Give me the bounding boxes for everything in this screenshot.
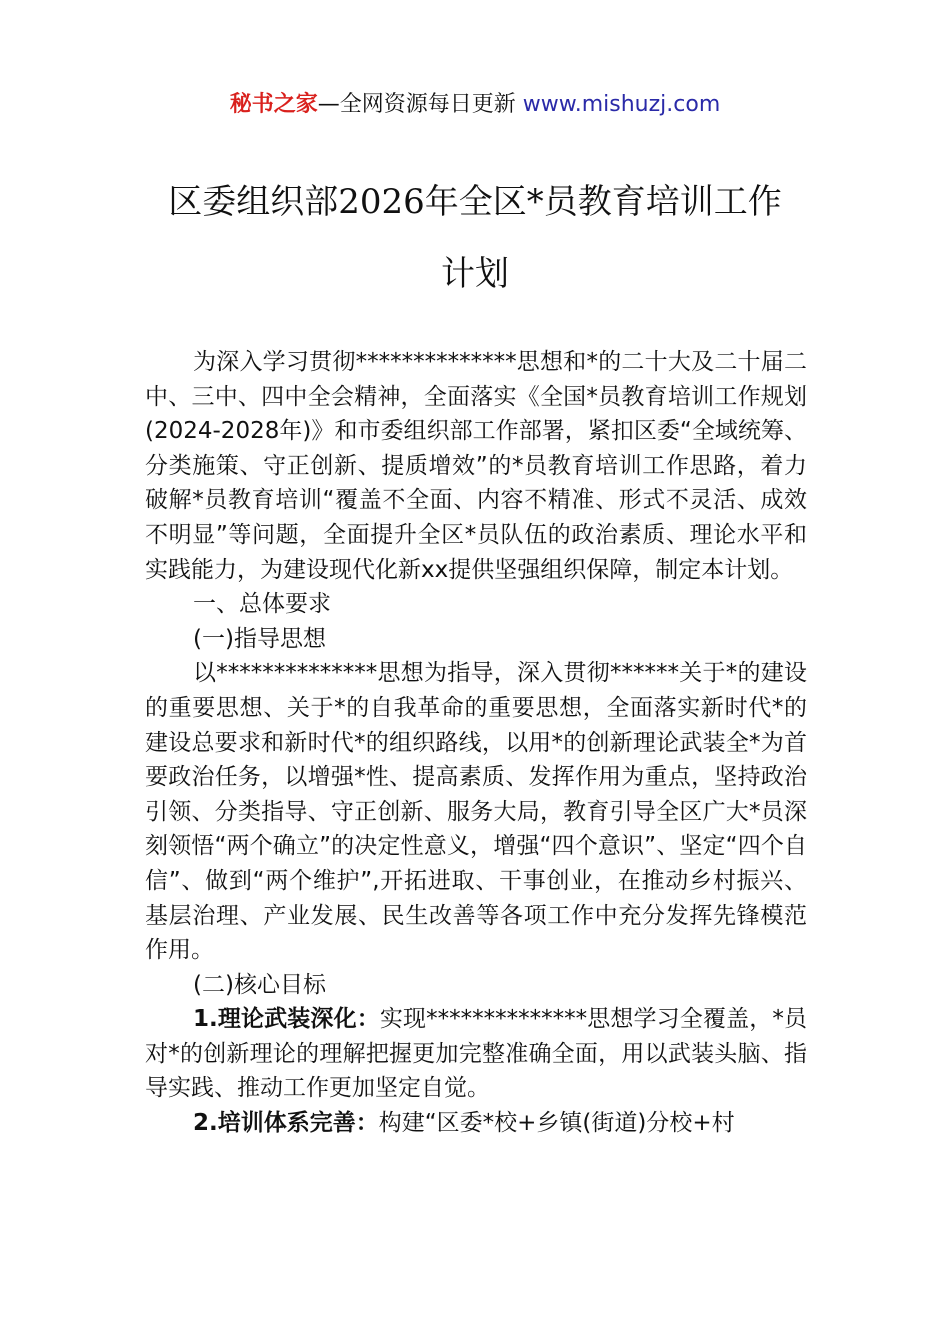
- header-tagline: —全网资源每日更新: [317, 92, 523, 117]
- goal-text: 实现**************思想学习全覆盖，*员对*的创新理论的理解把握更加完整准确全面，用以武装头脑、指导实践、推动工作更加坚定自觉。: [145, 1006, 807, 1102]
- goal-label: 1.理论武装深化：: [193, 1006, 380, 1033]
- section-heading-general-requirements: 一、总体要求: [193, 591, 331, 618]
- document-body: [145, 345, 807, 1141]
- document-title: [120, 180, 830, 294]
- goal-item: [145, 1106, 807, 1141]
- intro-paragraph: 为深入学习贯彻**************思想和*的二十大及二十届二中、三中、四中全会精神，全面落实《全国*员教育培训工作规划(2024-2028年)》和市委组织部工作部署，紧扣区委“全域统筹、分类施策、守正创新、提质增效”的*员教育培训工作思路，着力破解*员教育培训“覆盖不全面、内容不精准、形式不灵活、成效不明显”等问题，全面提升全区*员队伍的政治素质、理论水平和实践能力，为建设现代化新xx提供坚强组织保障，制定本计划。: [145, 349, 807, 583]
- goal-item: [145, 1002, 807, 1106]
- site-header: [0, 90, 950, 120]
- site-url-link[interactable]: www.mishuzj.com: [522, 92, 721, 117]
- brand-name: 秘书之家: [229, 92, 318, 117]
- goal-text: 构建“区委*校+乡镇(街道)分校+村: [378, 1110, 735, 1137]
- guiding-ideology-paragraph: 以**************思想为指导，深入贯彻******关于*的建设的重要思想、关于*的自我革命的重要思想，全面落实新时代*的建设总要求和新时代*的组织路线，以用*的创新理论武装全*为首要政治任务，以增强*性、提高素质、发挥作用为重点，坚持政治引领、分类指导、守正创新、服务大局，教育引导全区广大*员深刻领悟“两个确立”的决定性意义，增强“四个意识”、坚定“四个自信”、做到“两个维护”,开拓进取、干事创业，在推动乡村振兴、基层治理、产业发展、民生改善等各项工作中充分发挥先锋模范作用。: [145, 660, 807, 964]
- goal-label: 2.培训体系完善：: [193, 1110, 379, 1137]
- subsection-heading-core-goals: (二)核心目标: [193, 971, 326, 998]
- subsection-heading-guiding-ideology: (一)指导思想: [193, 625, 326, 652]
- title-line-1: 区委组织部2026年全区*员教育培训工作: [168, 182, 782, 222]
- title-line-2: 计划: [441, 254, 509, 294]
